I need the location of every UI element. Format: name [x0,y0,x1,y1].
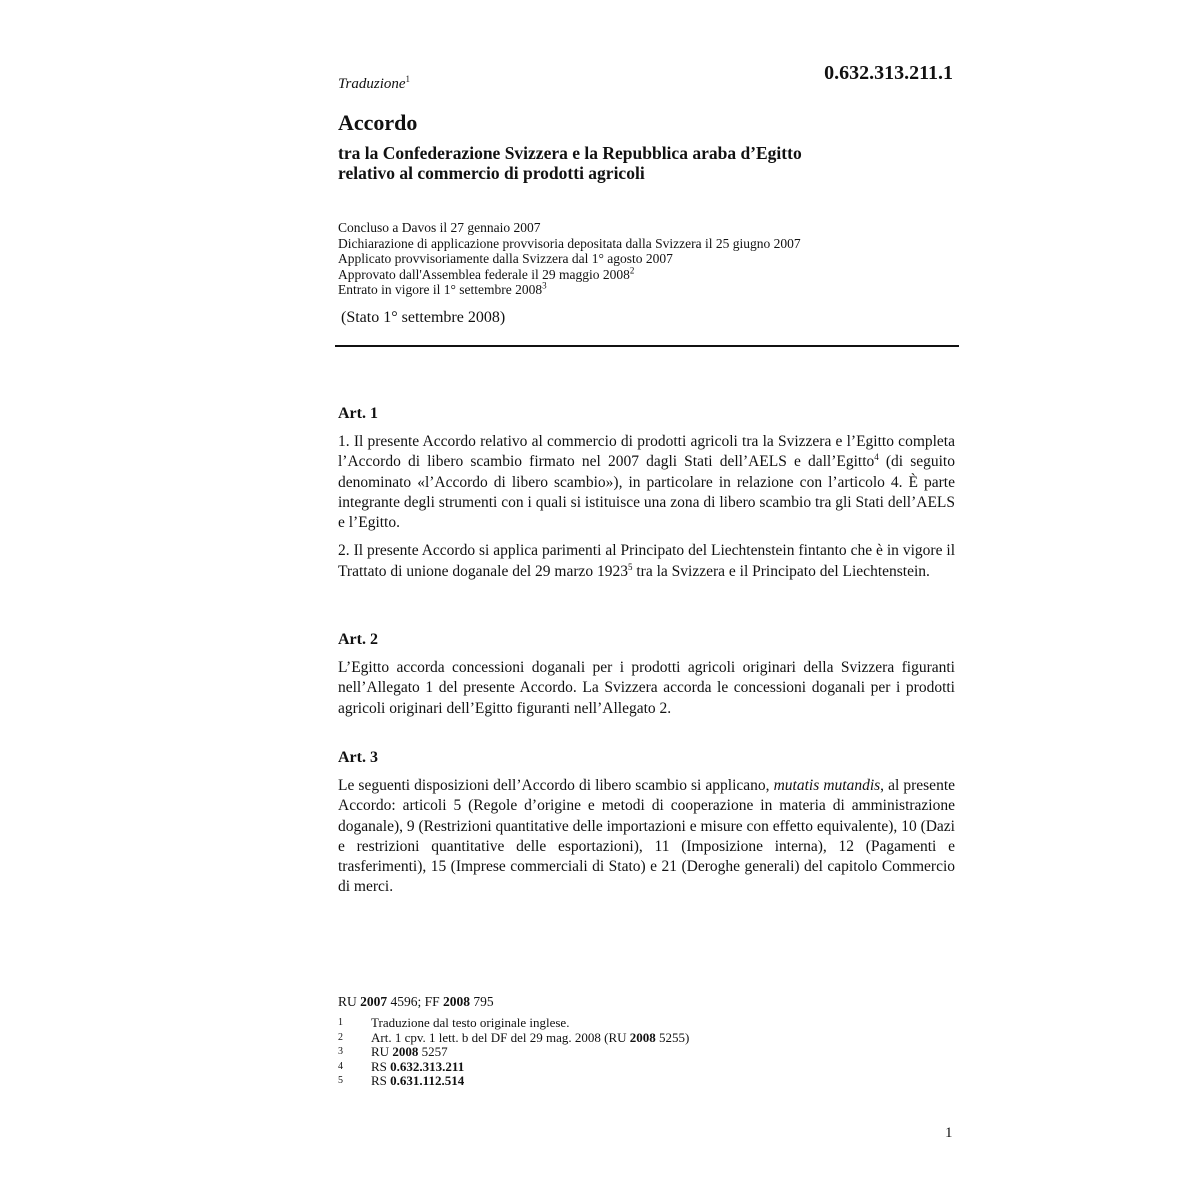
article-3-p1-text-a: Le seguenti disposizioni dell’Accordo di libero scambio si applicano, [338,777,774,794]
article-3-p1-text-b: , al presente Accordo: articoli 5 (Regole d’origine e metodi di cooperazione in materia di amministrazione doganale), 9 (Restrizioni quantitative delle importazioni e misure con effetto equivalente), 10 (Dazi e restrizioni quantitative delle esportazioni), 11 (Imposizione interna), 12 (Pagamenti e trasferimenti), 15 (Imprese commerciali di Stato) e 21 (Deroghe generali) del capitolo Commercio di merci. [338,777,956,896]
footnote-ref-5[interactable]: 5 [628,561,633,572]
article-1-heading: Art. 1 [338,405,378,422]
article-3-p1-italic: mutatis mutandis [773,777,881,794]
article-1-p2-text-b: tra la Svizzera e il Principato del Liechtenstein. [632,562,930,580]
footnote-text [371,1016,569,1031]
treaty-metadata [338,220,958,298]
article-3-paragraph-1 [338,776,955,898]
footnote-ref-3[interactable]: 3 [542,280,547,291]
footnote-number: 4 [338,1060,343,1072]
article-1-p1-text-b: (di seguito denominato «l’Accordo di libero scambio»), in particolare in relazione con l’articolo 4. È parte integrante degli strumenti con i quali si istituisce una zona di libero scambio tra gli Stati dell’AELS e l’Egitto. [338,453,955,532]
footnotes [338,1016,689,1089]
sr-number: 0.632.313.211.1 [824,62,953,84]
status-date: (Stato 1° settembre 2008) [341,309,506,326]
footnote-text [371,1031,689,1046]
meta-in-force-text: Entrato in vigore il 1° settembre 2008 [338,282,543,297]
publication-reference [338,994,494,1010]
article-1 [338,405,955,590]
footnote-text-pre: Traduzione dal testo originale inglese. [371,1015,570,1030]
footnote-text-bold: 2008 [629,1029,656,1045]
meta-approved [338,267,958,283]
meta-approved-text: Approvato dall'Assemblea federale il 29 maggio 2008 [338,266,630,282]
article-1-paragraph-1 [338,432,955,533]
footnote-text-post: 5257 [418,1044,448,1059]
footnote-1 [338,1016,689,1031]
footnote-3 [338,1045,689,1060]
meta-concluded: Concluso a Davos il 27 gennaio 2007 [338,220,541,235]
ff-rest: 795 [470,994,494,1009]
ff-year: 2008 [443,994,471,1009]
meta-declaration: Dichiarazione di applicazione provvisoria depositata dalla Svizzera il 25 giugno 2007 [338,235,801,251]
article-3 [338,749,955,906]
translation-text: Traduzione [338,76,406,92]
article-3-heading: Art. 3 [338,749,378,766]
footnote-4 [338,1060,689,1075]
page-number: 1 [945,1125,953,1141]
footnote-text-pre: RS [371,1058,391,1074]
subtitle-line-2: relativo al commercio di prodotti agricoli [338,163,645,183]
footnote-text [371,1074,464,1089]
article-1-p2-text-a: 2. Il presente Accordo si applica parimenti al Principato del Liechtenstein fintanto che è in vigore il Trattato di unione doganale del 29 marzo 1923 [338,542,955,580]
footnote-text-pre: RU [371,1044,393,1059]
article-1-paragraph-2 [338,541,955,582]
document-subtitle [338,143,938,183]
subtitle-line-1: tra la Confederazione Svizzera e la Repubblica araba d’Egitto [338,143,802,163]
footnote-ref-4[interactable]: 4 [874,452,879,463]
footnote-5 [338,1074,689,1089]
meta-provisional: Applicato provvisoriamente dalla Svizzera dal 1° agosto 2007 [338,251,673,266]
document-title: Accordo [338,110,418,135]
footnote-2 [338,1031,689,1046]
ru-label: RU [338,994,361,1009]
header-divider [335,345,959,347]
footnote-text-bold: 0.632.313.211 [390,1058,465,1074]
footnote-text [371,1045,448,1060]
ru-year: 2007 [360,994,388,1009]
footnote-text-post: 5255) [655,1029,690,1045]
article-2 [338,631,955,727]
translation-label [338,76,410,93]
footnote-ref-2[interactable]: 2 [629,265,635,275]
footnote-text-pre: Art. 1 cpv. 1 lett. b del DF del 29 mag. 2008 (RU [371,1029,630,1045]
ru-rest: 4596; FF [387,994,444,1009]
footnote-number: 2 [338,1031,343,1043]
footnote-text-pre: RS [371,1073,391,1088]
article-2-heading: Art. 2 [338,631,378,648]
footnote-number: 3 [338,1046,343,1057]
footnote-text-bold: 2008 [392,1044,419,1059]
footnote-number: 1 [338,1017,343,1028]
footnote-text-bold: 0.631.112.514 [390,1073,465,1088]
article-2-paragraph-1: L’Egitto accorda concessioni doganali per i prodotti agricoli originari della Svizzera figuranti nell’Allegato 1 del presente Accordo. La Svizzera accorda le concessioni doganali per i prodotti agricoli originari dell’Egitto figuranti nell’Allegato 2. [338,659,955,717]
footnote-text [371,1060,464,1075]
footnote-ref-1[interactable]: 1 [405,74,411,84]
meta-in-force [338,282,958,298]
article-1-p1-text-a: 1. Il presente Accordo relativo al commercio di prodotti agricoli tra la Svizzera e l’Egitto completa l’Accordo di libero scambio firmato nel 2007 dagli Stati dell’AELS e dall’Egitto [338,433,955,471]
footnote-number: 5 [338,1075,343,1086]
